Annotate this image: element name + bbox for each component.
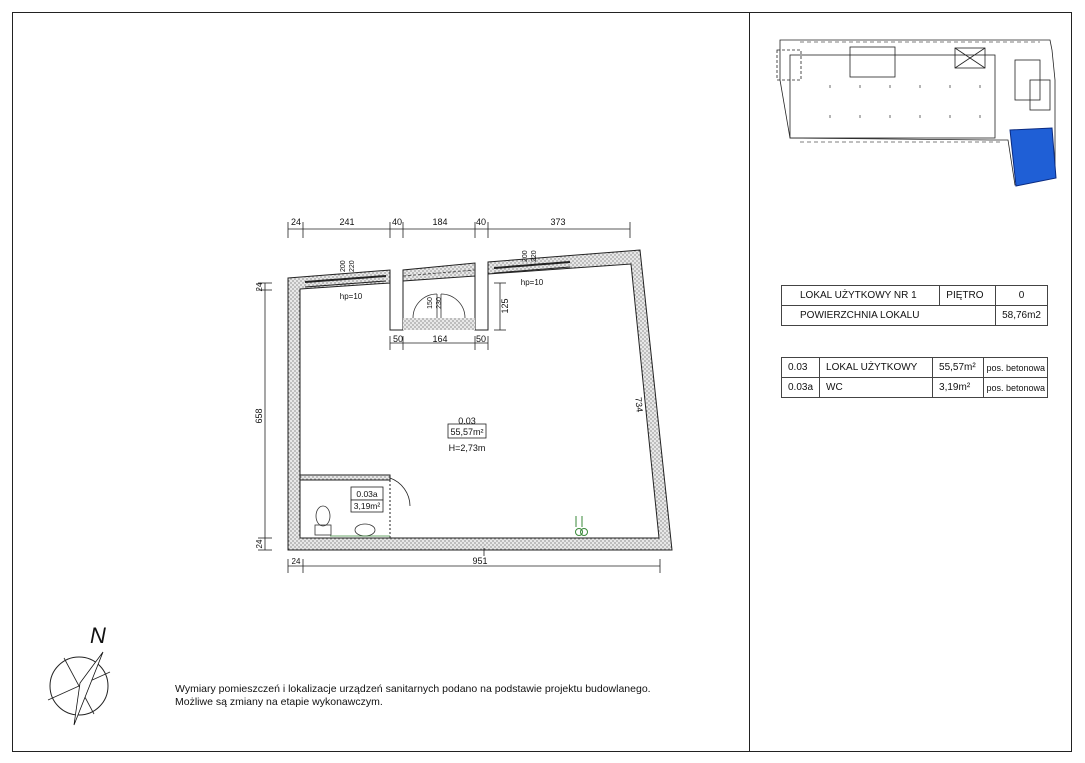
room-main-height: H=2,73m — [448, 443, 486, 453]
room-floor: pos. betonowa — [984, 378, 1048, 398]
dim-niche-2: 164 — [432, 334, 448, 344]
dim-niche-1: 50 — [392, 334, 404, 344]
room-list-table — [781, 357, 1048, 398]
room-number: 0.03 — [782, 358, 820, 378]
window-right-sill: hp=10 — [520, 278, 544, 287]
room-label-wc — [351, 487, 383, 512]
dim-top-1: 24 — [290, 217, 302, 227]
dim-bottom-small: 24 — [291, 557, 301, 566]
north-label: N — [90, 623, 106, 648]
disclaimer-note — [175, 683, 651, 709]
floor-label: PIĘTRO — [940, 286, 996, 306]
floor-value: 0 — [996, 286, 1048, 306]
room-main-number: 0.03 — [458, 416, 476, 426]
dim-top-6: 373 — [550, 217, 566, 227]
dim-left-small-bottom: 24 — [255, 539, 264, 549]
compass-rose — [48, 652, 110, 725]
room-main-area: 55,57m² — [450, 427, 484, 437]
dim-top-2: 241 — [339, 217, 355, 227]
dim-top-5: 40 — [475, 217, 487, 227]
room-wc-number: 0.03a — [356, 489, 378, 499]
table-row — [782, 378, 1048, 398]
window-left-h1: 200 — [340, 260, 347, 272]
room-wc-area: 3,19m² — [353, 501, 381, 511]
dim-left-small-top: 24 — [255, 282, 264, 292]
room-area: 55,57m² — [933, 358, 984, 378]
note-line-2: Możliwe są zmiany na etapie wykonawczym. — [175, 696, 383, 708]
area-value: 58,76m2 — [996, 306, 1048, 326]
door-height: 230 — [436, 297, 443, 309]
key-plan-highlight — [1010, 128, 1056, 186]
room-name: LOKAL UŻYTKOWY — [820, 358, 933, 378]
dim-right: 734 — [633, 396, 645, 413]
unit-label: LOKAL UŻYTKOWY NR 1 — [782, 286, 940, 306]
door-width: 150 — [427, 297, 434, 309]
dim-left: 658 — [254, 408, 264, 424]
dim-top-4: 184 — [432, 217, 448, 227]
dim-niche-depth: 125 — [500, 298, 510, 314]
area-label: POWIERZCHNIA LOKALU — [782, 306, 996, 326]
note-line-1: Wymiary pomieszczeń i lokalizacje urządzeń sanitarnych podano na podstawie projektu budowlanego. — [175, 683, 651, 695]
room-name: WC — [820, 378, 933, 398]
dim-bottom: 951 — [472, 556, 488, 566]
table-row — [782, 358, 1048, 378]
unit-summary-table — [781, 285, 1048, 326]
room-floor: pos. betonowa — [984, 358, 1048, 378]
window-right-h1: 200 — [522, 250, 529, 262]
dim-top-3: 40 — [391, 217, 403, 227]
dim-niche-3: 50 — [475, 334, 487, 344]
window-left-h2: 220 — [349, 260, 356, 272]
window-left-sill: hp=10 — [339, 292, 363, 301]
room-number: 0.03a — [782, 378, 820, 398]
window-right-h2: 220 — [531, 250, 538, 262]
room-area: 3,19m² — [933, 378, 984, 398]
